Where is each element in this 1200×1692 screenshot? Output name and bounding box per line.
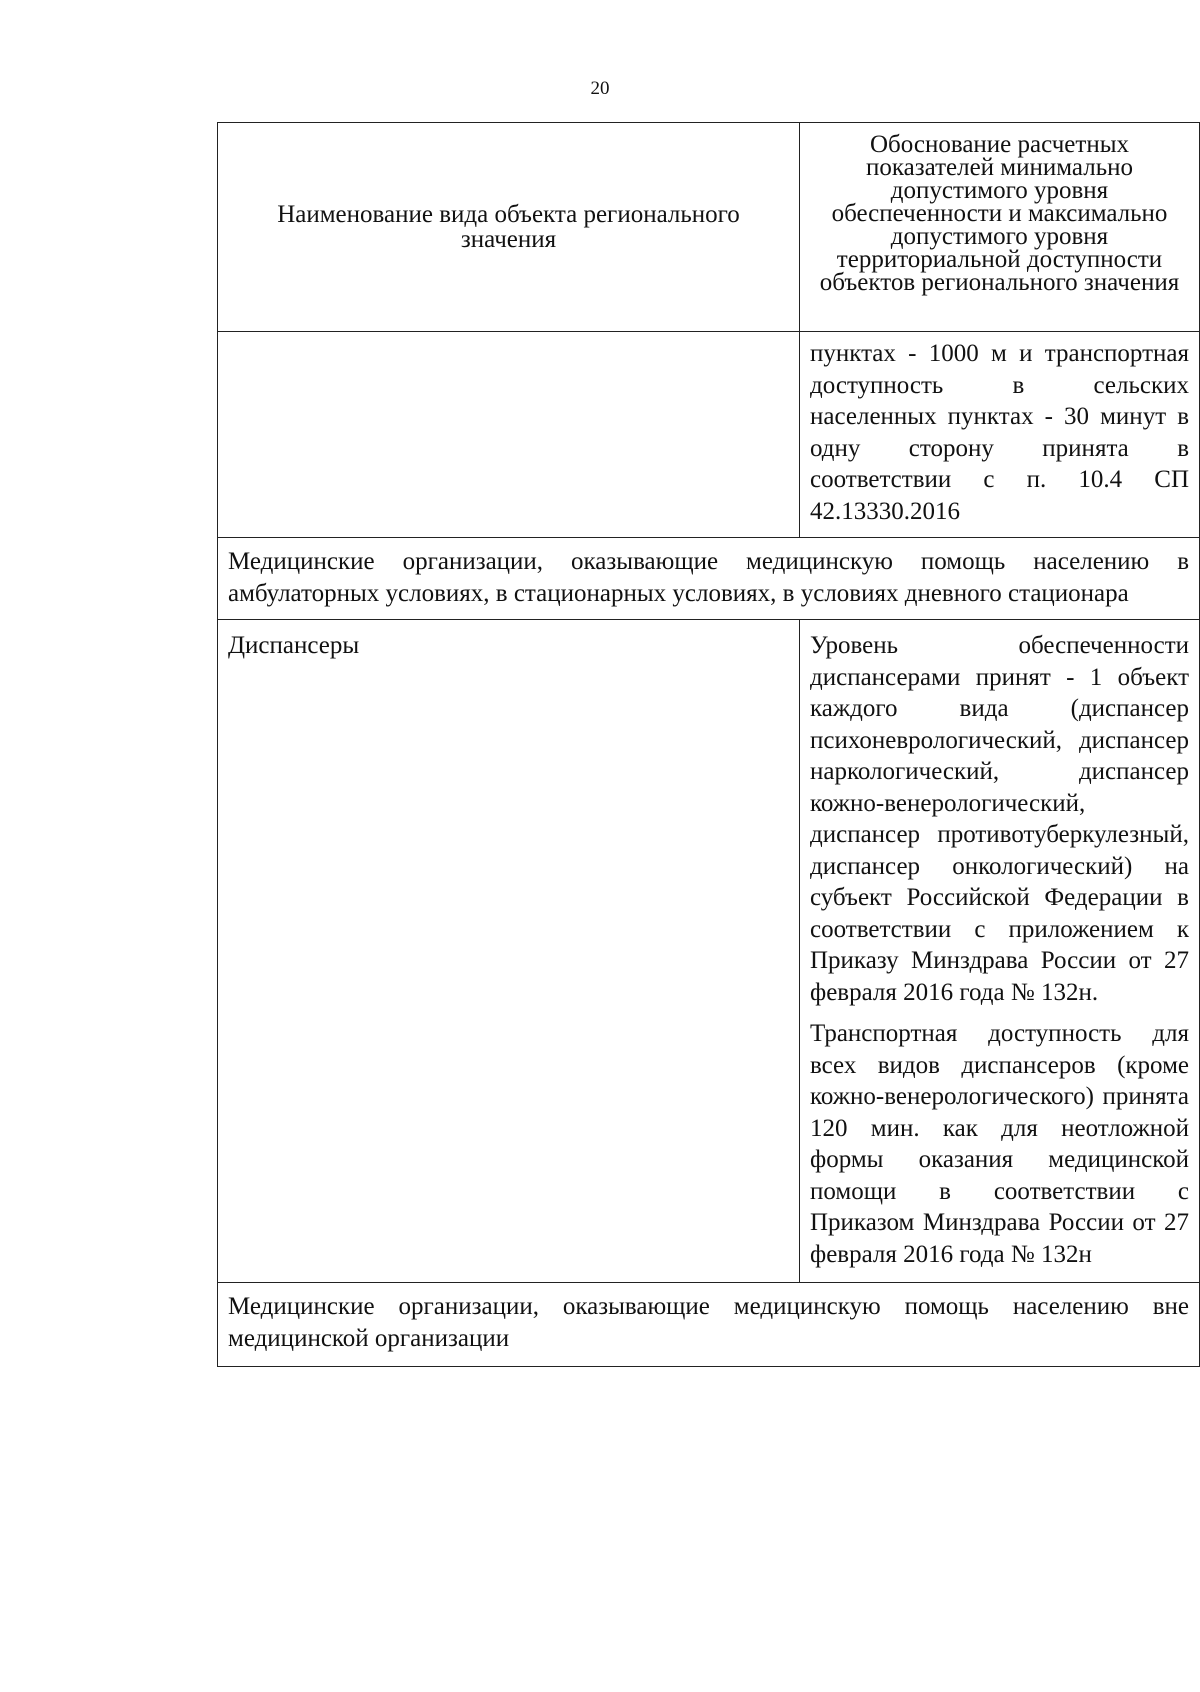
section-row <box>218 1283 1200 1367</box>
dispensary-supply-paragraph: Уровень обеспеченности диспансерами принят - 1 объект каждого вида (диспансер психоневрологический, диспансер наркологический, диспансер кожно-венерологический, диспансер противотуберкулезный, диспансер онкологический) на субъект Российской Федерации в соответствии с приложением к Приказу Минздрава России от 27 февраля 2016 года № 132н. <box>810 632 1189 1006</box>
table-row <box>218 332 1200 538</box>
table-header-row <box>218 123 1200 332</box>
header-justification: Обоснование расчетных показателей минимально допустимого уровня обеспеченности и максимально допустимого уровня территориальной доступности объектов регионального значения <box>800 123 1200 332</box>
section-row <box>218 538 1200 620</box>
dispensary-access-paragraph: Транспортная доступность для всех видов диспансеров (кроме кожно-венерологического) принята 120 мин. как для неотложной формы оказания медицинской помощи в соответствии с Приказом Минздрава России от 27 февраля 2016 года № 132н <box>810 1020 1189 1268</box>
table-row <box>218 620 1200 1283</box>
section-heading-outside-orgs: Медицинские организации, оказывающие медицинскую помощь населению вне медицинской организации <box>218 1283 1200 1367</box>
object-name-dispensaries: Диспансеры <box>218 620 800 1283</box>
continued-left-cell <box>218 332 800 538</box>
page-number: 20 <box>590 78 610 99</box>
continued-right-cell: пунктах - 1000 м и транспортная доступность в сельских населенных пунктах - 30 минут в одну сторону принята в соответствии с п. 10.4 СП 42.13330.2016 <box>800 332 1200 538</box>
section-heading-medical-orgs: Медицинские организации, оказывающие медицинскую помощь населению в амбулаторных условиях, в стационарных условиях, в условиях дневного стационара <box>218 538 1200 620</box>
document-table <box>217 122 1200 1367</box>
dispensary-justification <box>800 620 1200 1283</box>
header-object-type: Наименование вида объекта регионального значения <box>218 123 800 332</box>
